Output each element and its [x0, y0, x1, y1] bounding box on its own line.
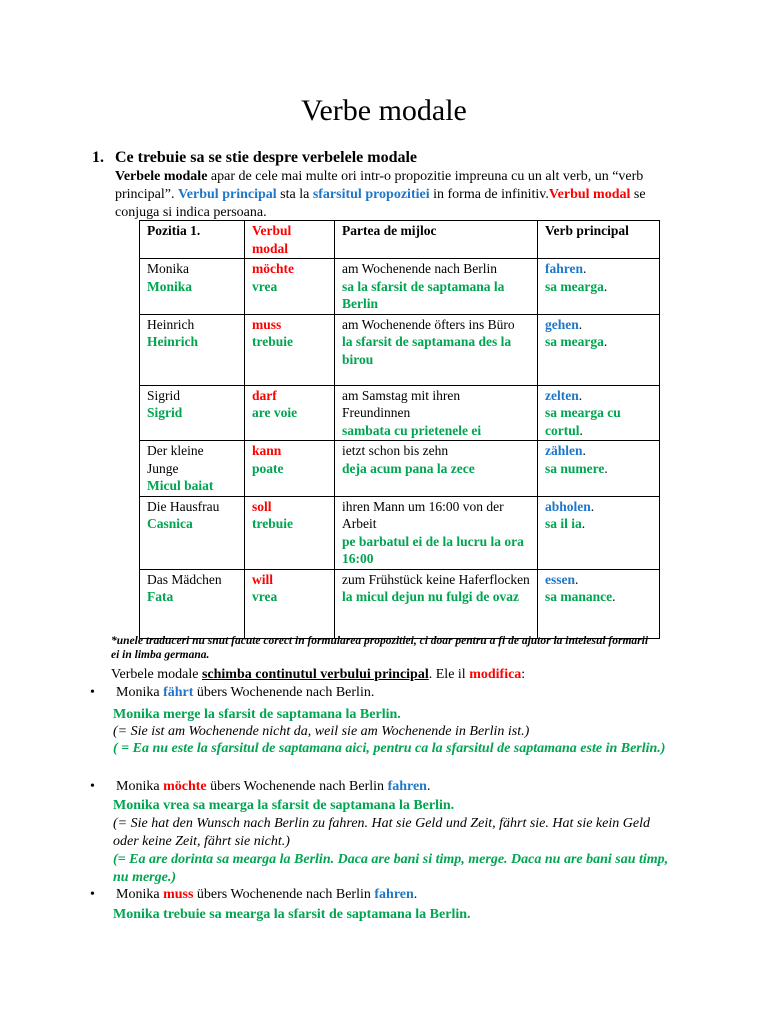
bullet-icon: •: [90, 685, 95, 700]
subject-de: Sigrid: [147, 387, 181, 403]
subject-ro: Heinrich: [147, 334, 198, 349]
verb-de-line: [545, 260, 653, 278]
period: .: [582, 443, 586, 458]
table-row: [140, 314, 660, 385]
section-title: Ce trebuie sa se stie despre verbelele modale: [115, 149, 418, 166]
cell-subject: [140, 496, 245, 569]
verb-ro: sa numere: [545, 460, 605, 476]
modal-de: darf: [252, 387, 277, 403]
sentence-text: übers Wochenende nach Berlin: [193, 887, 375, 902]
verb-de-line: [545, 387, 653, 405]
middle-ro: pe barbatul ei de la lucru la ora 16:00: [342, 533, 524, 566]
example-translation: Monika merge la sfarsit de saptamana la Berlin.: [113, 707, 401, 722]
bullet-icon: •: [90, 779, 95, 794]
modal-de: muss: [252, 316, 282, 332]
page-title: Verbe modale: [301, 94, 467, 127]
example-translation: Monika trebuie sa mearga la sfarsit de saptamana la Berlin.: [113, 907, 471, 922]
verb-ro-line: [545, 278, 653, 296]
sentence-text: übers Wochenende nach Berlin.: [193, 685, 375, 700]
section-heading: [92, 148, 417, 168]
cell-subject: [140, 259, 245, 315]
header-modal-verb: Verbul modal: [245, 221, 335, 259]
modal-ro: trebuie: [252, 516, 293, 531]
sentence-text: Monika: [116, 685, 164, 700]
cell-subject: [140, 441, 245, 497]
cell-subject: [140, 569, 245, 638]
sentence-text: .: [426, 779, 431, 794]
verb-de: gehen: [545, 316, 579, 332]
modal-ro: vrea: [252, 589, 278, 604]
verb-de-line: [545, 498, 653, 516]
intro-modal-verb-term: Verbul modal: [548, 187, 631, 202]
period: .: [612, 589, 616, 604]
modal-intro-modify: modifica: [469, 667, 522, 682]
example-explanation-ro: (= Ea are dorinta sa mearga la Berlin. Daca are bani si timp, merge. Daca nu are bani sau timp, nu merge.): [113, 852, 669, 885]
subject-de: Heinrich: [147, 316, 195, 332]
example-explanation-de: (= Sie ist am Wochenende nicht da, weil sie am Wochenende in Berlin ist.): [113, 724, 530, 739]
intro-paragraph: [115, 168, 675, 222]
cell-main-verb: [538, 314, 660, 385]
header-main-verb: Verb principal: [538, 221, 660, 259]
modal-verbs-table: [139, 220, 660, 639]
translation-note: *unele traduceri nu snut facute corect in formularea propozitiei, ci doar pentru a fi de ajutor la intelesul formarii ei in limba germana.: [111, 635, 649, 661]
verb-de: abholen: [545, 498, 591, 514]
subject-de: Monika: [147, 261, 189, 276]
modal-highlight: muss: [163, 887, 194, 902]
modal-ro: trebuie: [252, 334, 293, 349]
modal-intro-text: Verbele modale: [111, 667, 202, 682]
intro-text: se conjuga si indica persoana.: [115, 187, 646, 220]
example-sentence: [116, 684, 374, 702]
middle-de: zum Frühstück keine Haferflocken: [342, 571, 530, 587]
verb-de: fahren: [545, 261, 584, 276]
period: .: [583, 261, 587, 276]
modal-intro-text: . Ele il: [428, 667, 470, 682]
period: .: [578, 387, 583, 403]
modal-de: kann: [252, 443, 282, 458]
modal-de: soll: [252, 498, 272, 514]
verb-ro-line: [545, 404, 653, 439]
intro-sentence-end-term: sfarsitul propozitiei: [312, 187, 430, 202]
table-row: [140, 259, 660, 315]
verb-de: zelten: [545, 387, 579, 403]
modal-ro: vrea: [252, 278, 278, 294]
middle-de: am Wochenende nach Berlin: [342, 261, 497, 276]
example-explanation-de: (= Sie hat den Wunsch nach Berlin zu fahren. Hat sie Geld und Zeit, fährt sie. Hat sie kein Geld oder keine Zeit, fährt sie nicht.): [113, 816, 650, 849]
example-sentence: [116, 778, 430, 796]
example-sentence: [116, 886, 417, 904]
header-middle-part: Partea de mijloc: [335, 221, 538, 259]
middle-de: am Wochenende öfters ins Büro: [342, 316, 515, 332]
cell-middle: [335, 496, 538, 569]
period: .: [579, 422, 583, 438]
cell-main-verb: [538, 441, 660, 497]
middle-ro: la sfarsit de saptamana des la birou: [342, 334, 512, 367]
verb-ro-line: [545, 333, 653, 351]
verb-highlight: fahren: [374, 887, 414, 902]
table-row: [140, 569, 660, 638]
sentence-text: Monika: [116, 779, 164, 794]
table-row: [140, 385, 660, 441]
middle-ro: sambata cu prietenele ei: [342, 422, 482, 438]
middle-de: am Samstag mit ihren Freundinnen: [342, 387, 461, 420]
header-position: Pozitia 1.: [140, 221, 245, 259]
table-header-row: [140, 221, 660, 259]
verb-ro: sa mearga cu cortul: [545, 405, 621, 438]
subject-ro: Casnica: [147, 516, 193, 531]
example-explanation-ro: ( = Ea nu este la sfarsitul de saptamana aici, pentru ca la sfarsitul de saptamana este in Berlin.): [113, 741, 666, 756]
period: .: [603, 278, 608, 294]
verb-ro: sa mearga: [545, 278, 604, 294]
cell-subject: [140, 314, 245, 385]
cell-main-verb: [538, 569, 660, 638]
intro-main-verb-term: Verbul principal: [177, 187, 277, 202]
verb-de-line: [545, 442, 653, 460]
modal-de: will: [252, 571, 274, 587]
table-row: [140, 496, 660, 569]
cell-modal: [245, 496, 335, 569]
middle-ro: deja acum pana la zece: [342, 460, 475, 476]
subject-ro: Micul baiat: [147, 478, 214, 493]
subject-ro: Fata: [147, 589, 174, 604]
verb-highlight: fahren: [387, 779, 427, 794]
verb-de-line: [545, 316, 653, 334]
verb-ro-line: [545, 460, 653, 478]
modal-ro: poate: [252, 460, 284, 476]
verb-ro: sa il ia: [545, 516, 582, 531]
verb-ro: sa manance: [545, 589, 613, 604]
table-row: [140, 441, 660, 497]
section-number: 1.: [92, 149, 104, 166]
cell-modal: [245, 314, 335, 385]
period: .: [578, 316, 583, 332]
modal-ro: are voie: [252, 405, 298, 420]
verb-ro-line: [545, 588, 653, 606]
bullet-icon: •: [90, 887, 95, 902]
period: .: [604, 460, 608, 476]
modal-highlight: möchte: [163, 779, 207, 794]
middle-ro: sa la sfarsit de saptamana la Berlin: [342, 278, 505, 311]
cell-middle: [335, 385, 538, 441]
intro-text: apar de cele mai multe ori intr-o propozitie impreuna cu un alt verb, un “verb principal”.: [115, 169, 644, 202]
verb-ro-line: [545, 515, 653, 533]
period: .: [603, 334, 608, 349]
middle-ro: la micul dejun nu fulgi de ovaz: [342, 589, 520, 604]
period: .: [575, 571, 579, 587]
cell-middle: [335, 441, 538, 497]
subject-de: Der kleine Junge: [147, 443, 204, 476]
cell-modal: [245, 385, 335, 441]
modal-de: möchte: [252, 261, 294, 276]
cell-subject: [140, 385, 245, 441]
subject-de: Das Mädchen: [147, 571, 222, 587]
cell-middle: [335, 259, 538, 315]
intro-text: in forma de infinitiv.: [429, 187, 549, 202]
intro-text: sta la: [276, 187, 313, 202]
subject-ro: Sigrid: [147, 405, 183, 420]
sentence-text: übers Wochenende nach Berlin: [206, 779, 388, 794]
verb-de: essen: [545, 571, 575, 587]
cell-modal: [245, 441, 335, 497]
sentence-text: Monika: [116, 887, 164, 902]
modal-intro-text: :: [521, 667, 526, 682]
modal-intro-underlined: schimba continutul verbului principal: [201, 667, 429, 682]
cell-modal: [245, 569, 335, 638]
verb-de: zählen: [545, 443, 583, 458]
middle-de: ihren Mann um 16:00 von der Arbeit: [342, 498, 504, 531]
cell-modal: [245, 259, 335, 315]
intro-modal-term: Verbele modale: [115, 169, 208, 184]
verb-ro: sa mearga: [545, 334, 604, 349]
cell-main-verb: [538, 259, 660, 315]
cell-middle: [335, 314, 538, 385]
period: .: [590, 498, 595, 514]
sentence-text: .: [413, 887, 418, 902]
middle-de: ietzt schon bis zehn: [342, 443, 449, 458]
example-translation: Monika vrea sa mearga la sfarsit de saptamana la Berlin.: [113, 798, 455, 813]
cell-main-verb: [538, 385, 660, 441]
cell-middle: [335, 569, 538, 638]
modal-change-sentence: [111, 666, 525, 684]
subject-de: Die Hausfrau: [147, 498, 220, 514]
verb-de-line: [545, 571, 653, 589]
verb-highlight: fährt: [163, 685, 194, 700]
period: .: [581, 516, 586, 531]
cell-main-verb: [538, 496, 660, 569]
subject-ro: Monika: [147, 278, 193, 294]
